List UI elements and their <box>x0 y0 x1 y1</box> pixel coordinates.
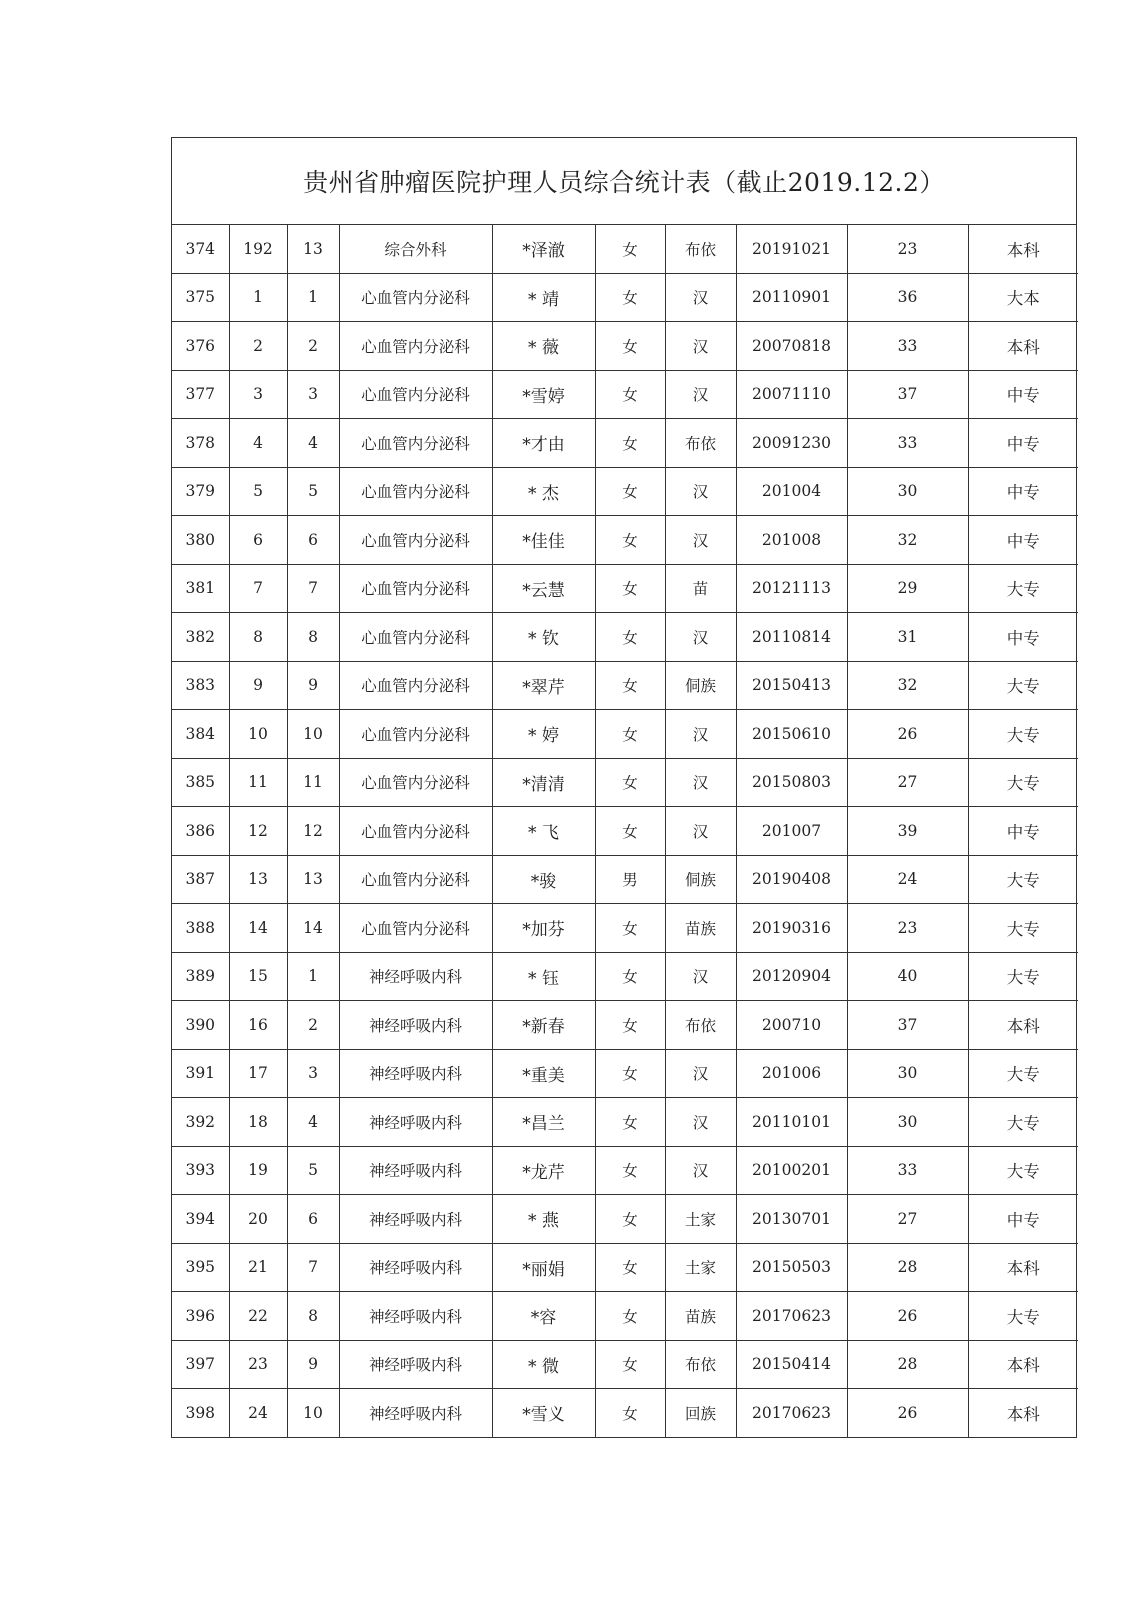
table-row <box>172 1098 1078 1147</box>
education-cell: 大专 <box>968 952 1078 1001</box>
index-cell: 8 <box>229 613 287 662</box>
education-cell: 大专 <box>968 564 1078 613</box>
serial-cell: 389 <box>172 952 229 1001</box>
dept-index-cell: 8 <box>287 1292 339 1341</box>
table-row <box>172 1049 1078 1098</box>
name-cell: *新春 <box>492 1001 595 1050</box>
age-cell: 30 <box>847 467 968 516</box>
age-cell: 28 <box>847 1243 968 1292</box>
dept-index-cell: 14 <box>287 904 339 953</box>
table-row <box>172 807 1078 856</box>
department-cell: 心血管内分泌科 <box>339 758 492 807</box>
title-row <box>172 138 1076 225</box>
index-cell: 20 <box>229 1195 287 1244</box>
table-row <box>172 1292 1078 1341</box>
gender-cell: 女 <box>595 1292 665 1341</box>
gender-cell: 女 <box>595 225 665 273</box>
age-cell: 37 <box>847 1001 968 1050</box>
name-cell: *容 <box>492 1292 595 1341</box>
name-cell: * 杰 <box>492 467 595 516</box>
serial-cell: 380 <box>172 516 229 565</box>
index-cell: 18 <box>229 1098 287 1147</box>
dept-index-cell: 9 <box>287 661 339 710</box>
index-cell: 16 <box>229 1001 287 1050</box>
education-cell: 本科 <box>968 1001 1078 1050</box>
dept-index-cell: 13 <box>287 855 339 904</box>
index-cell: 4 <box>229 419 287 468</box>
ethnicity-cell: 汉 <box>665 467 736 516</box>
serial-cell: 398 <box>172 1389 229 1437</box>
start-date-cell: 20100201 <box>736 1146 847 1195</box>
age-cell: 26 <box>847 1292 968 1341</box>
ethnicity-cell: 苗族 <box>665 904 736 953</box>
ethnicity-cell: 侗族 <box>665 661 736 710</box>
table-row <box>172 1195 1078 1244</box>
table-row <box>172 855 1078 904</box>
name-cell: * 燕 <box>492 1195 595 1244</box>
department-cell: 神经呼吸内科 <box>339 1292 492 1341</box>
department-cell: 心血管内分泌科 <box>339 613 492 662</box>
table-row <box>172 419 1078 468</box>
serial-cell: 395 <box>172 1243 229 1292</box>
education-cell: 大专 <box>968 855 1078 904</box>
start-date-cell: 20130701 <box>736 1195 847 1244</box>
age-cell: 32 <box>847 516 968 565</box>
table-row <box>172 758 1078 807</box>
ethnicity-cell: 布依 <box>665 225 736 273</box>
name-cell: * 微 <box>492 1340 595 1389</box>
age-cell: 37 <box>847 370 968 419</box>
start-date-cell: 20191021 <box>736 225 847 273</box>
name-cell: *云慧 <box>492 564 595 613</box>
serial-cell: 386 <box>172 807 229 856</box>
age-cell: 24 <box>847 855 968 904</box>
name-cell: * 靖 <box>492 273 595 322</box>
name-cell: *重美 <box>492 1049 595 1098</box>
gender-cell: 女 <box>595 758 665 807</box>
education-cell: 大专 <box>968 1098 1078 1147</box>
start-date-cell: 20071110 <box>736 370 847 419</box>
dept-index-cell: 5 <box>287 467 339 516</box>
age-cell: 32 <box>847 661 968 710</box>
start-date-cell: 20190316 <box>736 904 847 953</box>
education-cell: 中专 <box>968 516 1078 565</box>
index-cell: 19 <box>229 1146 287 1195</box>
ethnicity-cell: 汉 <box>665 952 736 1001</box>
gender-cell: 女 <box>595 904 665 953</box>
education-cell: 中专 <box>968 467 1078 516</box>
start-date-cell: 20070818 <box>736 322 847 371</box>
age-cell: 23 <box>847 225 968 273</box>
gender-cell: 女 <box>595 613 665 662</box>
education-cell: 本科 <box>968 225 1078 273</box>
dept-index-cell: 13 <box>287 225 339 273</box>
serial-cell: 391 <box>172 1049 229 1098</box>
ethnicity-cell: 汉 <box>665 1049 736 1098</box>
ethnicity-cell: 汉 <box>665 613 736 662</box>
gender-cell: 女 <box>595 1340 665 1389</box>
start-date-cell: 20170623 <box>736 1292 847 1341</box>
gender-cell: 女 <box>595 1195 665 1244</box>
department-cell: 神经呼吸内科 <box>339 1195 492 1244</box>
start-date-cell: 20150803 <box>736 758 847 807</box>
dept-index-cell: 2 <box>287 1001 339 1050</box>
serial-cell: 375 <box>172 273 229 322</box>
department-cell: 神经呼吸内科 <box>339 1001 492 1050</box>
start-date-cell: 201006 <box>736 1049 847 1098</box>
gender-cell: 女 <box>595 952 665 1001</box>
name-cell: *昌兰 <box>492 1098 595 1147</box>
dept-index-cell: 5 <box>287 1146 339 1195</box>
education-cell: 本科 <box>968 1243 1078 1292</box>
table-row <box>172 1340 1078 1389</box>
name-cell: *雪义 <box>492 1389 595 1437</box>
serial-cell: 381 <box>172 564 229 613</box>
serial-cell: 396 <box>172 1292 229 1341</box>
department-cell: 神经呼吸内科 <box>339 952 492 1001</box>
dept-index-cell: 2 <box>287 322 339 371</box>
dept-index-cell: 8 <box>287 613 339 662</box>
ethnicity-cell: 布依 <box>665 419 736 468</box>
start-date-cell: 20150414 <box>736 1340 847 1389</box>
index-cell: 14 <box>229 904 287 953</box>
ethnicity-cell: 苗 <box>665 564 736 613</box>
ethnicity-cell: 侗族 <box>665 855 736 904</box>
start-date-cell: 20120904 <box>736 952 847 1001</box>
age-cell: 33 <box>847 322 968 371</box>
age-cell: 36 <box>847 273 968 322</box>
dept-index-cell: 3 <box>287 370 339 419</box>
dept-index-cell: 4 <box>287 419 339 468</box>
index-cell: 12 <box>229 807 287 856</box>
department-cell: 心血管内分泌科 <box>339 807 492 856</box>
start-date-cell: 20110901 <box>736 273 847 322</box>
dept-index-cell: 4 <box>287 1098 339 1147</box>
start-date-cell: 201004 <box>736 467 847 516</box>
table-row <box>172 1243 1078 1292</box>
serial-cell: 383 <box>172 661 229 710</box>
start-date-cell: 20150610 <box>736 710 847 759</box>
ethnicity-cell: 汉 <box>665 710 736 759</box>
dept-index-cell: 1 <box>287 273 339 322</box>
gender-cell: 女 <box>595 564 665 613</box>
department-cell: 神经呼吸内科 <box>339 1340 492 1389</box>
table-row <box>172 564 1078 613</box>
start-date-cell: 20110101 <box>736 1098 847 1147</box>
age-cell: 28 <box>847 1340 968 1389</box>
ethnicity-cell: 汉 <box>665 273 736 322</box>
serial-cell: 377 <box>172 370 229 419</box>
gender-cell: 女 <box>595 273 665 322</box>
ethnicity-cell: 汉 <box>665 807 736 856</box>
table-row <box>172 613 1078 662</box>
index-cell: 22 <box>229 1292 287 1341</box>
name-cell: *加芬 <box>492 904 595 953</box>
gender-cell: 男 <box>595 855 665 904</box>
ethnicity-cell: 汉 <box>665 758 736 807</box>
gender-cell: 女 <box>595 1098 665 1147</box>
dept-index-cell: 1 <box>287 952 339 1001</box>
ethnicity-cell: 汉 <box>665 1098 736 1147</box>
education-cell: 中专 <box>968 1195 1078 1244</box>
education-cell: 本科 <box>968 1389 1078 1437</box>
gender-cell: 女 <box>595 370 665 419</box>
table-row <box>172 710 1078 759</box>
department-cell: 心血管内分泌科 <box>339 904 492 953</box>
department-cell: 神经呼吸内科 <box>339 1049 492 1098</box>
ethnicity-cell: 土家 <box>665 1195 736 1244</box>
ethnicity-cell: 汉 <box>665 1146 736 1195</box>
name-cell: *才由 <box>492 419 595 468</box>
index-cell: 1 <box>229 273 287 322</box>
dept-index-cell: 10 <box>287 710 339 759</box>
start-date-cell: 20121113 <box>736 564 847 613</box>
index-cell: 11 <box>229 758 287 807</box>
start-date-cell: 201008 <box>736 516 847 565</box>
name-cell: *龙芹 <box>492 1146 595 1195</box>
gender-cell: 女 <box>595 710 665 759</box>
table-row <box>172 952 1078 1001</box>
table-row <box>172 1146 1078 1195</box>
education-cell: 大本 <box>968 273 1078 322</box>
statistics-sheet <box>171 137 1077 1438</box>
start-date-cell: 20110814 <box>736 613 847 662</box>
serial-cell: 382 <box>172 613 229 662</box>
department-cell: 神经呼吸内科 <box>339 1098 492 1147</box>
serial-cell: 374 <box>172 225 229 273</box>
education-cell: 中专 <box>968 807 1078 856</box>
table-row <box>172 225 1078 273</box>
age-cell: 26 <box>847 1389 968 1437</box>
name-cell: * 飞 <box>492 807 595 856</box>
gender-cell: 女 <box>595 1146 665 1195</box>
age-cell: 30 <box>847 1049 968 1098</box>
department-cell: 心血管内分泌科 <box>339 419 492 468</box>
index-cell: 13 <box>229 855 287 904</box>
table-row <box>172 516 1078 565</box>
index-cell: 10 <box>229 710 287 759</box>
gender-cell: 女 <box>595 419 665 468</box>
dept-index-cell: 6 <box>287 516 339 565</box>
name-cell: *丽娟 <box>492 1243 595 1292</box>
dept-index-cell: 12 <box>287 807 339 856</box>
table-row <box>172 273 1078 322</box>
page-title: 贵州省肿瘤医院护理人员综合统计表（截止2019.12.2） <box>303 168 945 197</box>
start-date-cell: 20150413 <box>736 661 847 710</box>
age-cell: 26 <box>847 710 968 759</box>
dept-index-cell: 6 <box>287 1195 339 1244</box>
gender-cell: 女 <box>595 1049 665 1098</box>
nurse-table <box>172 225 1078 1437</box>
index-cell: 24 <box>229 1389 287 1437</box>
education-cell: 本科 <box>968 322 1078 371</box>
department-cell: 神经呼吸内科 <box>339 1146 492 1195</box>
department-cell: 心血管内分泌科 <box>339 661 492 710</box>
name-cell: *骏 <box>492 855 595 904</box>
serial-cell: 378 <box>172 419 229 468</box>
education-cell: 大专 <box>968 1049 1078 1098</box>
name-cell: * 薇 <box>492 322 595 371</box>
department-cell: 心血管内分泌科 <box>339 467 492 516</box>
index-cell: 9 <box>229 661 287 710</box>
index-cell: 192 <box>229 225 287 273</box>
gender-cell: 女 <box>595 1389 665 1437</box>
index-cell: 5 <box>229 467 287 516</box>
index-cell: 21 <box>229 1243 287 1292</box>
index-cell: 15 <box>229 952 287 1001</box>
age-cell: 27 <box>847 758 968 807</box>
age-cell: 33 <box>847 1146 968 1195</box>
gender-cell: 女 <box>595 807 665 856</box>
table-row <box>172 1001 1078 1050</box>
name-cell: * 钰 <box>492 952 595 1001</box>
table-row <box>172 904 1078 953</box>
dept-index-cell: 7 <box>287 1243 339 1292</box>
table-row <box>172 370 1078 419</box>
name-cell: *泽澈 <box>492 225 595 273</box>
name-cell: *雪婷 <box>492 370 595 419</box>
education-cell: 大专 <box>968 904 1078 953</box>
serial-cell: 376 <box>172 322 229 371</box>
department-cell: 心血管内分泌科 <box>339 855 492 904</box>
start-date-cell: 20150503 <box>736 1243 847 1292</box>
serial-cell: 397 <box>172 1340 229 1389</box>
education-cell: 本科 <box>968 1340 1078 1389</box>
index-cell: 2 <box>229 322 287 371</box>
gender-cell: 女 <box>595 516 665 565</box>
education-cell: 大专 <box>968 758 1078 807</box>
name-cell: * 婷 <box>492 710 595 759</box>
age-cell: 40 <box>847 952 968 1001</box>
department-cell: 神经呼吸内科 <box>339 1243 492 1292</box>
gender-cell: 女 <box>595 661 665 710</box>
ethnicity-cell: 回族 <box>665 1389 736 1437</box>
age-cell: 39 <box>847 807 968 856</box>
table-row <box>172 661 1078 710</box>
education-cell: 大专 <box>968 1146 1078 1195</box>
dept-index-cell: 9 <box>287 1340 339 1389</box>
education-cell: 大专 <box>968 661 1078 710</box>
dept-index-cell: 7 <box>287 564 339 613</box>
department-cell: 神经呼吸内科 <box>339 1389 492 1437</box>
gender-cell: 女 <box>595 322 665 371</box>
index-cell: 3 <box>229 370 287 419</box>
start-date-cell: 200710 <box>736 1001 847 1050</box>
start-date-cell: 20190408 <box>736 855 847 904</box>
age-cell: 23 <box>847 904 968 953</box>
gender-cell: 女 <box>595 1243 665 1292</box>
serial-cell: 392 <box>172 1098 229 1147</box>
age-cell: 29 <box>847 564 968 613</box>
dept-index-cell: 11 <box>287 758 339 807</box>
age-cell: 33 <box>847 419 968 468</box>
ethnicity-cell: 汉 <box>665 370 736 419</box>
start-date-cell: 20170623 <box>736 1389 847 1437</box>
serial-cell: 393 <box>172 1146 229 1195</box>
name-cell: *清清 <box>492 758 595 807</box>
start-date-cell: 201007 <box>736 807 847 856</box>
serial-cell: 390 <box>172 1001 229 1050</box>
serial-cell: 394 <box>172 1195 229 1244</box>
age-cell: 27 <box>847 1195 968 1244</box>
dept-index-cell: 10 <box>287 1389 339 1437</box>
age-cell: 31 <box>847 613 968 662</box>
index-cell: 17 <box>229 1049 287 1098</box>
education-cell: 中专 <box>968 613 1078 662</box>
dept-index-cell: 3 <box>287 1049 339 1098</box>
education-cell: 大专 <box>968 710 1078 759</box>
ethnicity-cell: 苗族 <box>665 1292 736 1341</box>
ethnicity-cell: 布依 <box>665 1340 736 1389</box>
department-cell: 心血管内分泌科 <box>339 710 492 759</box>
age-cell: 30 <box>847 1098 968 1147</box>
start-date-cell: 20091230 <box>736 419 847 468</box>
department-cell: 心血管内分泌科 <box>339 322 492 371</box>
table-row <box>172 467 1078 516</box>
department-cell: 心血管内分泌科 <box>339 516 492 565</box>
ethnicity-cell: 土家 <box>665 1243 736 1292</box>
table-row <box>172 1389 1078 1437</box>
ethnicity-cell: 汉 <box>665 516 736 565</box>
ethnicity-cell: 汉 <box>665 322 736 371</box>
education-cell: 中专 <box>968 419 1078 468</box>
name-cell: * 钦 <box>492 613 595 662</box>
name-cell: *翠芹 <box>492 661 595 710</box>
department-cell: 心血管内分泌科 <box>339 370 492 419</box>
index-cell: 23 <box>229 1340 287 1389</box>
serial-cell: 379 <box>172 467 229 516</box>
gender-cell: 女 <box>595 1001 665 1050</box>
index-cell: 7 <box>229 564 287 613</box>
ethnicity-cell: 布依 <box>665 1001 736 1050</box>
department-cell: 心血管内分泌科 <box>339 273 492 322</box>
index-cell: 6 <box>229 516 287 565</box>
department-cell: 心血管内分泌科 <box>339 564 492 613</box>
gender-cell: 女 <box>595 467 665 516</box>
department-cell: 综合外科 <box>339 225 492 273</box>
serial-cell: 387 <box>172 855 229 904</box>
serial-cell: 384 <box>172 710 229 759</box>
serial-cell: 388 <box>172 904 229 953</box>
education-cell: 中专 <box>968 370 1078 419</box>
table-row <box>172 322 1078 371</box>
education-cell: 大专 <box>968 1292 1078 1341</box>
serial-cell: 385 <box>172 758 229 807</box>
name-cell: *佳佳 <box>492 516 595 565</box>
